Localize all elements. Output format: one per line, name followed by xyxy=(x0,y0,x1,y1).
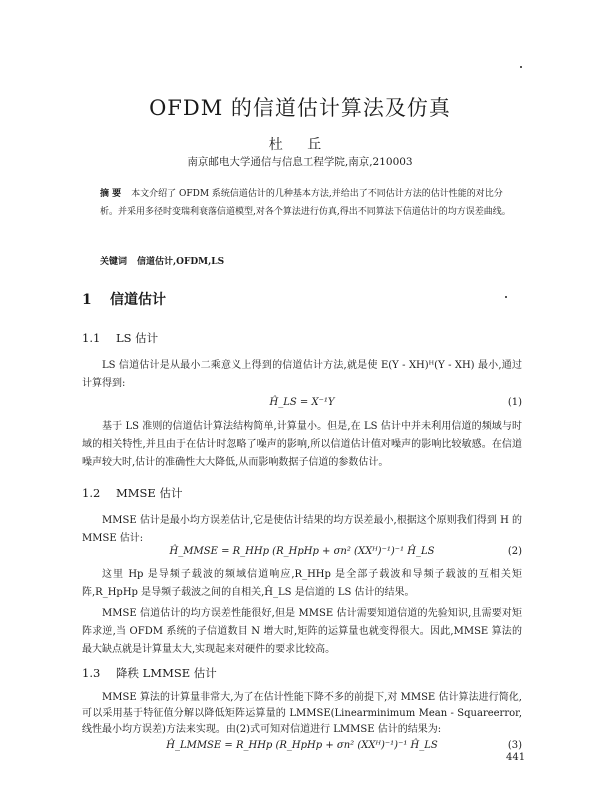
equation-number: (2) xyxy=(507,546,522,557)
keywords xyxy=(100,254,520,267)
scan-speck xyxy=(520,66,522,68)
equation-number: (3) xyxy=(507,740,522,751)
equation-number: (1) xyxy=(507,397,522,408)
equation-expression: Ĥ_LMMSE = R_HHp (R_HpHp + σn² (XXᴴ)⁻¹)⁻¹ Ĥ_LS xyxy=(166,740,438,751)
subsection-number: 1.1 xyxy=(82,331,101,345)
abstract-label: 摘 要 xyxy=(100,189,122,199)
subsection-number: 1.2 xyxy=(82,486,101,500)
abstract-text: 本文介绍了 OFDM 系统信道估计的几种基本方法,并给出了不同估计方法的估计性能的对比分析。并采用多径时变瑞利衰落信道模型,对各个算法进行仿真,得出不同算法下信道估计的均方误差曲线。 xyxy=(100,189,511,217)
paragraph-ls-analysis: 基于 LS 准则的信道估计算法结构简单,计算量小。但是,在 LS 估计中并未利用信道的频域与时域的相关特性,并且由于在估计时忽略了噪声的影响,所以信道估计值对噪声的影响比较敏感。在信道噪声较大时,估计的准确性大大降低,从而影响数据子信道的参数估计。 xyxy=(82,421,522,468)
equation-expression: Ĥ_MMSE = R_HHp (R_HpHp + σn² (XXᴴ)⁻¹)⁻¹ Ĥ_LS xyxy=(169,546,435,557)
equation-1 xyxy=(82,397,522,411)
keywords-text: 信道估计,OFDM,LS xyxy=(137,257,225,267)
paper-title: OFDM 的信道估计算法及仿真 xyxy=(149,96,451,120)
author-name: 杜 丘 xyxy=(268,137,332,153)
paragraph-mmse-definitions: 这里 Hp 是导频子载波的频域信道响应,R_HHp 是全部子载波和导频子载波的互相关矩阵,R_HpHp 是导频子载波之间的自相关,Ĥ_LS 是信道的 LS 估计的结果。 xyxy=(82,569,522,598)
paragraph-mmse-drawbacks: MMSE 信道估计的均方误差性能很好,但是 MMSE 估计需要知道信道的先验知识,且需要对矩阵求逆,当 OFDM 系统的子信道数目 N 增大时,矩阵的运算量也就变得很大。因此,MMSE 算法的最大缺点就是计算量太大,实现起来对硬件的要求比较高。 xyxy=(82,608,522,655)
subsection-heading-1-1 xyxy=(82,330,158,346)
section-number: 1 xyxy=(82,292,92,308)
paragraph-lmmse-intro: MMSE 算法的计算量非常大,为了在估计性能下降不多的前提下,对 MMSE 估计算法进行简化,可以采用基于特征值分解以降低矩阵运算量的 LMMSE(Linearminimum Mean - Squareerror,线性最小均方误差)方法来实现。由(2)式可知对信道进行 LMMSE 估计的结果为: xyxy=(82,692,522,735)
section-heading-1 xyxy=(82,289,166,309)
subsection-number: 1.3 xyxy=(82,666,101,680)
subsection-title: 降秩 LMMSE 估计 xyxy=(116,666,217,680)
subsection-title: LS 估计 xyxy=(116,331,159,345)
subsection-heading-1-2 xyxy=(82,485,182,501)
keywords-label: 关键词 xyxy=(100,257,128,267)
equation-expression: Ĥ_LS = X⁻¹Y xyxy=(269,397,335,408)
page-number: 441 xyxy=(506,752,526,763)
subsection-heading-1-3 xyxy=(82,665,217,681)
section-title: 信道估计 xyxy=(110,292,166,308)
equation-2 xyxy=(82,546,522,560)
author-affiliation: 南京邮电大学通信与信息工程学院,南京,210003 xyxy=(187,156,413,168)
abstract xyxy=(100,185,520,221)
scan-speck xyxy=(505,296,507,298)
equation-3 xyxy=(82,740,522,754)
paragraph-mmse-intro: MMSE 估计是最小均方误差估计,它是使估计结果的均方误差最小,根据这个原则我们得到 H 的 MMSE 估计: xyxy=(82,515,522,544)
subsection-title: MMSE 估计 xyxy=(116,486,183,500)
paragraph-ls-intro: LS 信道估计是从最小二乘意义上得到的信道估计方法,就是使 E(Y - XH)ᴴ(Y - XH) 最小,通过计算得到: xyxy=(82,360,522,389)
